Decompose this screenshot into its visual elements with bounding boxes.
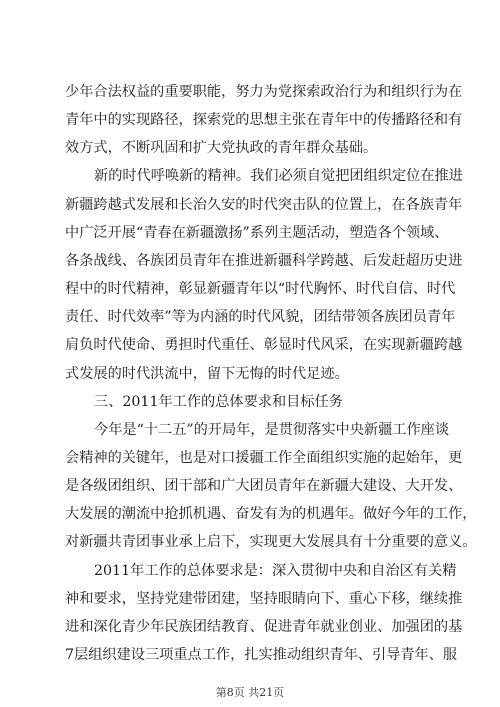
text-line: 是各级团组织、团干部和广大团员青年在新疆大建设、大开发、	[65, 478, 463, 494]
text-line: 肩负时代使命、勇担时代重任、彰显时代风采，在实现新疆跨越	[65, 337, 463, 353]
text-line: 2011年工作的总体要求是：深入贯彻中央和自治区有关精	[94, 563, 457, 579]
text-line: 效方式，不断巩固和扩大党执政的青年群众基础。	[65, 140, 378, 156]
text-line: 中广泛开展“青春在新疆激扬”系列主题活动，塑造各个领域、	[65, 225, 449, 241]
text-line: 各条战线、各族团员青年在推进新疆科学跨越、后发赶超历史进	[65, 253, 463, 269]
page-number-footer: 第8页 共21页	[215, 686, 285, 699]
text-line: 7层组织建设三项重点工作，扎实推动组织青年、引导青年、服	[65, 647, 458, 663]
text-line: 会精神的关键年，也是对口援疆工作全面组织实施的起始年，更	[65, 450, 463, 466]
text-line: 对新疆共青团事业承上启下，实现更大发展具有十分重要的意义。	[65, 534, 477, 550]
text-line: 今年是“十二五”的开局年，是贯彻落实中央新疆工作座谈	[94, 422, 450, 438]
text-line: 大发展的潮流中抢抓机遇、奋发有为的机遇年。做好今年的工作，	[65, 506, 477, 522]
text-line: 少年合法权益的重要职能，努力为党探索政治行为和组织行为在	[65, 84, 463, 100]
text-line: 进和深化青少年民族团结教育、促进青年就业创业、加强团的基	[65, 619, 463, 635]
text-line: 责任、时代效率”等为内涵的时代风貌，团结带领各族团员青年	[65, 309, 456, 325]
text-line: 新的时代呼唤新的精神。我们必须自觉把团组织定位在推进	[94, 168, 463, 184]
text-line: 程中的时代精神，彰显新疆青年以“时代胸怀、时代自信、时代	[65, 281, 456, 297]
text-line: 式发展的时代洪流中，留下无悔的时代足迹。	[65, 366, 349, 382]
text-line: 神和要求，坚持党建带团建，坚持眼睛向下、重心下移，继续推	[65, 591, 463, 607]
text-line: 青年中的实现路径，探索党的思想主张在青年中的传播路径和有	[65, 112, 463, 128]
section-heading: 三、2011年工作的总体要求和目标任务	[94, 394, 343, 410]
text-line: 新疆跨越式发展和长治久安的时代突击队的位置上，在各族青年	[65, 197, 463, 213]
